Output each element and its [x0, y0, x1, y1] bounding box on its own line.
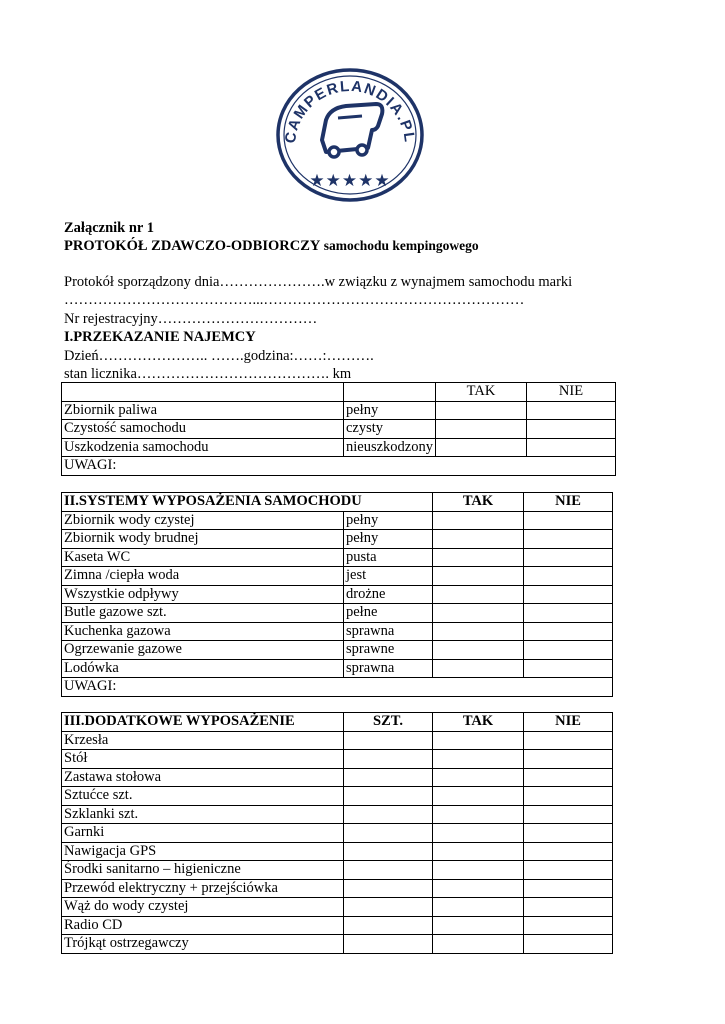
item-label: Stół	[62, 750, 344, 769]
item-state: pusta	[344, 548, 433, 567]
tak-cell[interactable]	[433, 530, 524, 549]
tak-cell[interactable]	[433, 768, 524, 787]
logo-stars: ★★★★★	[309, 171, 391, 191]
table-header-row	[62, 383, 616, 402]
document-title	[64, 237, 479, 255]
item-label: Krzesła	[62, 731, 344, 750]
col-tak: TAK	[433, 493, 524, 512]
section2-table	[61, 492, 613, 697]
nie-cell[interactable]	[524, 879, 613, 898]
section1-title: I.PRZEKAZANIE NAJEMCY	[64, 329, 256, 345]
nie-cell[interactable]	[524, 641, 613, 660]
tak-cell[interactable]	[433, 805, 524, 824]
remarks-label: UWAGI:	[62, 678, 613, 697]
section3-table	[61, 712, 613, 954]
item-state: nieuszkodzony	[344, 438, 436, 457]
qty-cell[interactable]	[344, 879, 433, 898]
tak-cell[interactable]	[433, 935, 524, 954]
item-state: sprawna	[344, 622, 433, 641]
qty-cell[interactable]	[344, 731, 433, 750]
nie-cell[interactable]	[526, 420, 615, 439]
nie-cell[interactable]	[524, 530, 613, 549]
tak-cell[interactable]	[433, 511, 524, 530]
item-label: Radio CD	[62, 916, 344, 935]
nie-cell[interactable]	[524, 511, 613, 530]
table-row	[62, 879, 613, 898]
table-row	[62, 861, 613, 880]
nie-cell[interactable]	[526, 438, 615, 457]
col-nie: NIE	[524, 493, 613, 512]
table-row	[62, 438, 616, 457]
tak-cell[interactable]	[433, 898, 524, 917]
item-label: Sztućce szt.	[62, 787, 344, 806]
item-state: czysty	[344, 420, 436, 439]
section2-title: II.SYSTEMY WYPOSAŻENIA SAMOCHODU	[62, 493, 433, 512]
table-row	[62, 420, 616, 439]
section3-title: III.DODATKOWE WYPOSAŻENIE	[62, 713, 344, 732]
nie-cell[interactable]	[524, 824, 613, 843]
table-row	[62, 731, 613, 750]
table-row	[62, 916, 613, 935]
nie-cell[interactable]	[524, 898, 613, 917]
table-row	[62, 898, 613, 917]
item-label: Nawigacja GPS	[62, 842, 344, 861]
table-row	[62, 641, 613, 660]
day-time-line: Dzień………………….. …….godzina:……:……….	[64, 348, 374, 364]
tak-cell[interactable]	[435, 420, 526, 439]
table-header-row	[62, 713, 613, 732]
nie-cell[interactable]	[524, 567, 613, 586]
tak-cell[interactable]	[433, 641, 524, 660]
table-row	[62, 585, 613, 604]
qty-cell[interactable]	[344, 787, 433, 806]
item-label: Szklanki szt.	[62, 805, 344, 824]
nie-cell[interactable]	[524, 731, 613, 750]
col-tak: TAK	[435, 383, 526, 402]
table-row	[62, 401, 616, 420]
nie-cell[interactable]	[524, 622, 613, 641]
item-label: Środki sanitarno – higieniczne	[62, 861, 344, 880]
odometer-line: stan licznika…………………………………. km	[64, 366, 352, 382]
nie-cell[interactable]	[524, 805, 613, 824]
tak-cell[interactable]	[433, 824, 524, 843]
remarks-row[interactable]	[62, 457, 616, 476]
item-state: sprawne	[344, 641, 433, 660]
item-state: pełne	[344, 604, 433, 623]
item-label: Wąż do wody czystej	[62, 898, 344, 917]
item-label: Uszkodzenia samochodu	[62, 438, 344, 457]
table-row	[62, 824, 613, 843]
item-label: Przewód elektryczny + przejściówka	[62, 879, 344, 898]
car-make-line: …………………………………...………………………………………………	[64, 292, 525, 308]
item-label: Ogrzewanie gazowe	[62, 641, 344, 660]
table-row	[62, 935, 613, 954]
item-label: Czystość samochodu	[62, 420, 344, 439]
table-row	[62, 842, 613, 861]
qty-cell[interactable]	[344, 861, 433, 880]
item-label: Lodówka	[62, 659, 344, 678]
nie-cell[interactable]	[524, 842, 613, 861]
tak-cell[interactable]	[435, 401, 526, 420]
camperlandia-logo	[276, 68, 424, 202]
nie-cell[interactable]	[526, 401, 615, 420]
table-row	[62, 750, 613, 769]
item-label: Trójkąt ostrzegawczy	[62, 935, 344, 954]
title-rest: samochodu kempingowego	[320, 238, 479, 253]
nie-cell[interactable]	[524, 916, 613, 935]
tak-cell[interactable]	[433, 659, 524, 678]
nie-cell[interactable]	[524, 604, 613, 623]
tak-cell[interactable]	[433, 842, 524, 861]
qty-cell[interactable]	[344, 842, 433, 861]
item-label: Zbiornik wody czystej	[62, 511, 344, 530]
tak-cell[interactable]	[433, 879, 524, 898]
title-bold: PROTOKÓŁ ZDAWCZO-ODBIORCZY	[64, 238, 321, 254]
tak-cell[interactable]	[433, 731, 524, 750]
item-state: drożne	[344, 585, 433, 604]
nie-cell[interactable]	[524, 585, 613, 604]
table-row	[62, 530, 613, 549]
table-row	[62, 604, 613, 623]
attachment-label: Załącznik nr 1	[64, 220, 154, 236]
nie-cell[interactable]	[524, 548, 613, 567]
table-row	[62, 659, 613, 678]
col-tak: TAK	[433, 713, 524, 732]
qty-cell[interactable]	[344, 898, 433, 917]
col-nie: NIE	[524, 713, 613, 732]
svg-text:CAMPERLANDIA.PL: CAMPERLANDIA.PL	[281, 77, 419, 145]
col-nie: NIE	[526, 383, 615, 402]
nie-cell[interactable]	[524, 861, 613, 880]
item-label: Kuchenka gazowa	[62, 622, 344, 641]
item-state: pełny	[344, 530, 433, 549]
nie-cell[interactable]	[524, 750, 613, 769]
tak-cell[interactable]	[433, 604, 524, 623]
tak-cell[interactable]	[433, 787, 524, 806]
item-label: Butle gazowe szt.	[62, 604, 344, 623]
tak-cell[interactable]	[433, 916, 524, 935]
tak-cell[interactable]	[433, 861, 524, 880]
tak-cell[interactable]	[433, 750, 524, 769]
table-row	[62, 567, 613, 586]
item-label: Kaseta WC	[62, 548, 344, 567]
table-row	[62, 548, 613, 567]
nie-cell[interactable]	[524, 787, 613, 806]
qty-cell[interactable]	[344, 750, 433, 769]
section1-table	[61, 382, 616, 476]
item-label: Wszystkie odpływy	[62, 585, 344, 604]
tak-cell[interactable]	[433, 622, 524, 641]
nie-cell[interactable]	[524, 935, 613, 954]
remarks-row[interactable]	[62, 678, 613, 697]
table-row	[62, 622, 613, 641]
item-state: pełny	[344, 511, 433, 530]
tak-cell[interactable]	[433, 567, 524, 586]
table-row	[62, 805, 613, 824]
tak-cell[interactable]	[435, 438, 526, 457]
qty-cell[interactable]	[344, 768, 433, 787]
nie-cell[interactable]	[524, 659, 613, 678]
qty-cell[interactable]	[344, 805, 433, 824]
nie-cell[interactable]	[524, 768, 613, 787]
item-state: sprawna	[344, 659, 433, 678]
item-label: Zbiornik paliwa	[62, 401, 344, 420]
item-label: Zimna /ciepła woda	[62, 567, 344, 586]
item-label: Zbiornik wody brudnej	[62, 530, 344, 549]
remarks-label: UWAGI:	[62, 457, 616, 476]
protocol-date-line: Protokół sporządzony dnia………………….w związku z wynajmem samochodu marki	[64, 274, 573, 290]
tak-cell[interactable]	[433, 585, 524, 604]
qty-cell[interactable]	[344, 916, 433, 935]
qty-cell[interactable]	[344, 935, 433, 954]
table-header-row	[62, 493, 613, 512]
table-row	[62, 511, 613, 530]
qty-cell[interactable]	[344, 824, 433, 843]
item-label: Zastawa stołowa	[62, 768, 344, 787]
item-state: pełny	[344, 401, 436, 420]
item-label: Garnki	[62, 824, 344, 843]
table-row	[62, 768, 613, 787]
registration-line: Nr rejestracyjny……………………………	[64, 311, 318, 327]
col-szt: SZT.	[344, 713, 433, 732]
tak-cell[interactable]	[433, 548, 524, 567]
table-row	[62, 787, 613, 806]
item-state: jest	[344, 567, 433, 586]
